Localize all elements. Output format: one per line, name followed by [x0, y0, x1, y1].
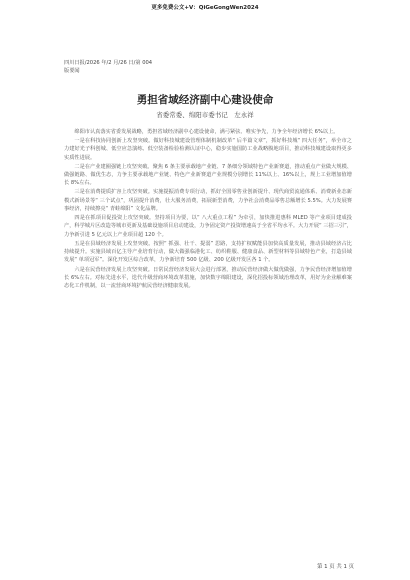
- paragraph: 一是在科技协同创新上攻坚突破。做好科技城建设管理体制机制改革“ 后半篇文章”，抓好科技城“ 四大任务”，举全市之力建好光子科创城、低空应急演练、低空装备检验检测认证中心，稳步实施国防工业战略腹地项目，推动科技城建设取得更多实质性进展。: [64, 138, 352, 161]
- paragraph: 四是在抓项目促投资上攻坚突破。坚持项目为要，以“ 八大重点工程” 为牵引，加快推进惠科 MLED 等产业项目建成投产，科学城片区改造等城市更新及基础设施项目启动建设，力争固定资产投资增速高于全省平均水平。大力开展“ 三招三引”，力争新引进 5 亿元以上产业项目超 120 个。: [64, 215, 352, 238]
- article-title: 勇担省域经济副中心建设使命: [136, 94, 274, 106]
- paragraph: 六是在民营经济发展上攻坚突破。日常民营经济发展大会进行部署，推动民营经济做大做优做强，力争民营经济增加值增长 6%左右。对标先进水平，迭代升级营商环境改革措施，加快数字绵阳建设，深化招投标领域治理改革，用好为企业解难案态化工作机制，以一流营商环境护航民营经济健康发展。: [64, 266, 352, 290]
- paragraph: 绵阳市认真落实省委发展战略，勇担省域经济副中心建设使命，满弓紧弦、唯实争先，力争全年经济增长 6%以上。: [74, 129, 339, 135]
- top-banner: 更多免费公文+V：QiGeGongWen2024: [151, 5, 259, 11]
- article-author: 省委常委、绵阳市委书记 左永祥: [156, 111, 254, 119]
- paragraph: 三是在消费提质扩容上攻坚突破。实施提振消费专项行动，抓好全国零售业创新提升、现代商贸流通体系、消费新业态新模式新场景等“ 三个试点”，巩固提升消费，壮大服务消费，拓展新型消费，力争社会消费品零售总额增长 5.5%。大力发展赛事经济，持续擦亮“ 青蛙绵阳” 文化品牌。: [64, 189, 352, 213]
- paragraph: 二是在产业建圈强链上攻坚突破。聚焦 6 条主要承载地产业链、7 条细分领域特色产业新赛道，推动重点产业做大规模、做强链路、做优生态，力争主要承载地产业链、特色产业新赛道产业规模分别增长 11%以上、16%以上，规上工业增加值增长 8%左右。: [64, 163, 352, 187]
- page-number: 第 1 页 共 1 页: [317, 564, 354, 570]
- publication-info: 四川日报/2026 年/2 月/26 日/第 004: [64, 60, 153, 66]
- article-body: [64, 128, 352, 291]
- paragraph: 五是在县域经济发展上攻坚突破。按照“ 抓强、壮干、提弱” 思路，支持扩权赋能县加快高质量发展，推动县域经济占比持续提升。实施县域百亿主导产业培育行动，做大做强临港化工、纺织鞋服、健康食品、新型材料等县域特色产业，打造县域发展“ 单项冠军”。深化开发区综合改革，力争新培育 500 亿级、200 亿级开发区各 1 个。: [64, 240, 352, 264]
- section-label: 版要闻: [64, 68, 80, 74]
